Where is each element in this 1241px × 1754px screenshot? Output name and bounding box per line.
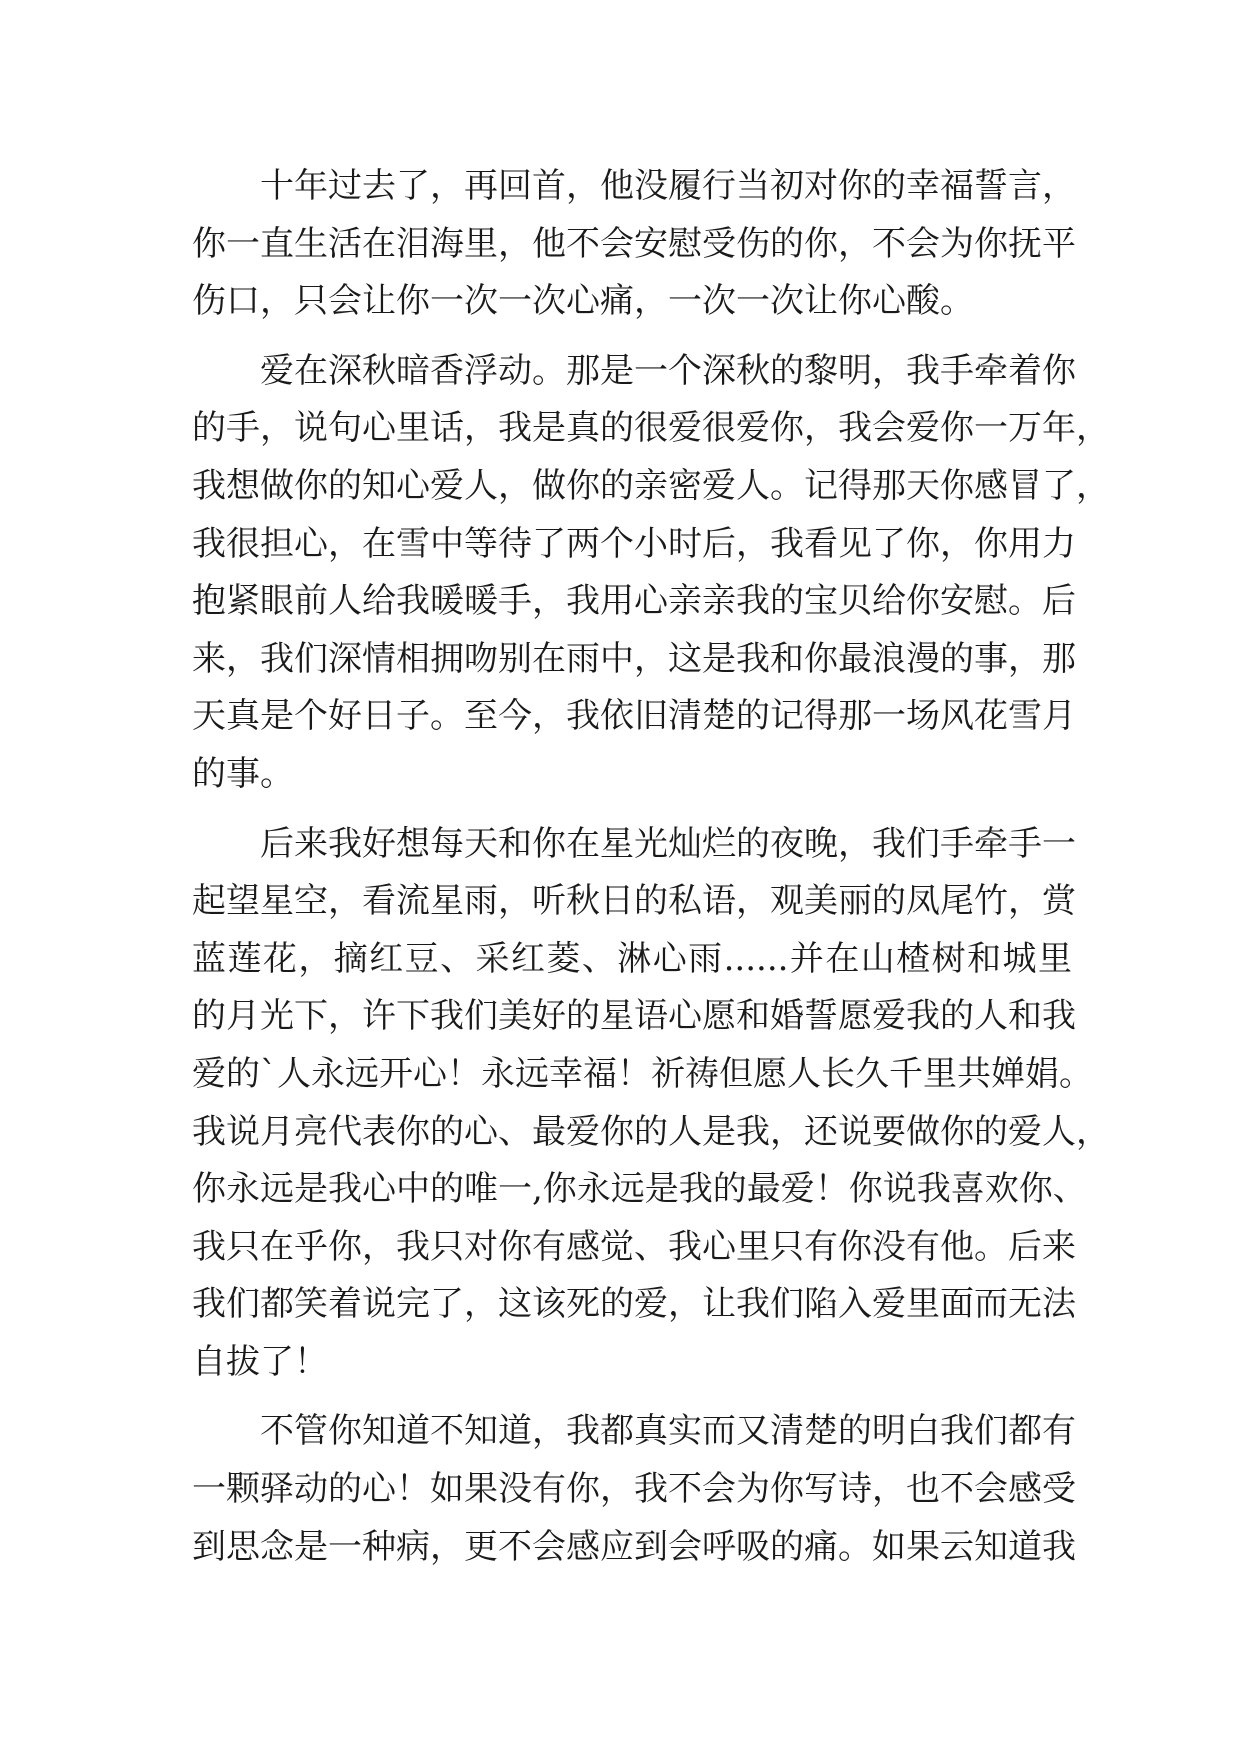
text-line: 我很担心，在雪中等待了两个小时后，我看见了你，你用力 — [192, 523, 1076, 564]
paragraph-4 — [192, 1403, 1076, 1576]
text-line: 伤口，只会让你一次一次心痛，一次一次让你心酸。 — [192, 281, 974, 322]
text-line: 天真是个好日子。至今，我依旧清楚的记得那一场风花雪月 — [192, 696, 1076, 737]
text-line: 的事。 — [192, 753, 294, 794]
text-line: 一颗驿动的心！如果没有你，我不会为你写诗，也不会感受 — [192, 1469, 1076, 1510]
text-line: 爱在深秋暗香浮动。那是一个深秋的黎明，我手牵着你 — [260, 350, 1076, 391]
text-line: 我只在乎你，我只对你有感觉、我心里只有你没有他。后来 — [192, 1226, 1076, 1267]
text-line: 来，我们深情相拥吻别在雨中，这是我和你最浪漫的事，那 — [192, 638, 1076, 679]
text-line: 我们都笑着说完了，这该死的爱，让我们陷入爱里面而无法 — [192, 1284, 1076, 1325]
text-line: 不管你知道不知道，我都真实而又清楚的明白我们都有 — [260, 1411, 1076, 1452]
text-line: 的手，说句心里话，我是真的很爱很爱你，我会爱你一万年， — [192, 408, 1110, 449]
paragraph-3 — [192, 816, 1110, 1392]
text-line: 到思念是一种病，更不会感应到会呼吸的痛。如果云知道我 — [192, 1526, 1076, 1567]
text-line: 十年过去了，再回首，他没履行当初对你的幸福誓言， — [260, 166, 1076, 206]
text-line: 自拔了！ — [192, 1341, 328, 1382]
text-line: 我说月亮代表你的心、最爱你的人是我，还说要做你的爱人， — [192, 1111, 1110, 1152]
text-line: 的月光下，许下我们美好的星语心愿和婚誓愿爱我的人和我 — [192, 996, 1076, 1037]
text-line: 起望星空，看流星雨，听秋日的私语，观美丽的凤尾竹，赏 — [192, 881, 1076, 922]
text-line: 我想做你的知心爱人，做你的亲密爱人。记得那天你感冒了， — [192, 465, 1110, 506]
text-line: 爱的`人永远开心！永远幸福！祈祷但愿人长久千里共婵娟。 — [192, 1053, 1093, 1094]
text-line: 蓝莲花，摘红豆、采红菱、淋心雨......并在山楂树和城里 — [192, 938, 1072, 979]
text-line: 后来我好想每天和你在星光灿烂的夜晚，我们手牵手一 — [260, 823, 1076, 864]
text-line: 抱紧眼前人给我暖暖手，我用心亲亲我的宝贝给你安慰。后 — [192, 581, 1076, 622]
paragraph-1 — [192, 158, 1076, 331]
text-line: 你永远是我心中的唯一,你永远是我的最爱！你说我喜欢你、 — [192, 1169, 1087, 1210]
paragraph-2 — [192, 343, 1110, 804]
document-body — [192, 158, 1110, 1576]
text-line: 你一直生活在泪海里，他不会安慰受伤的你，不会为你抚平 — [192, 223, 1076, 264]
